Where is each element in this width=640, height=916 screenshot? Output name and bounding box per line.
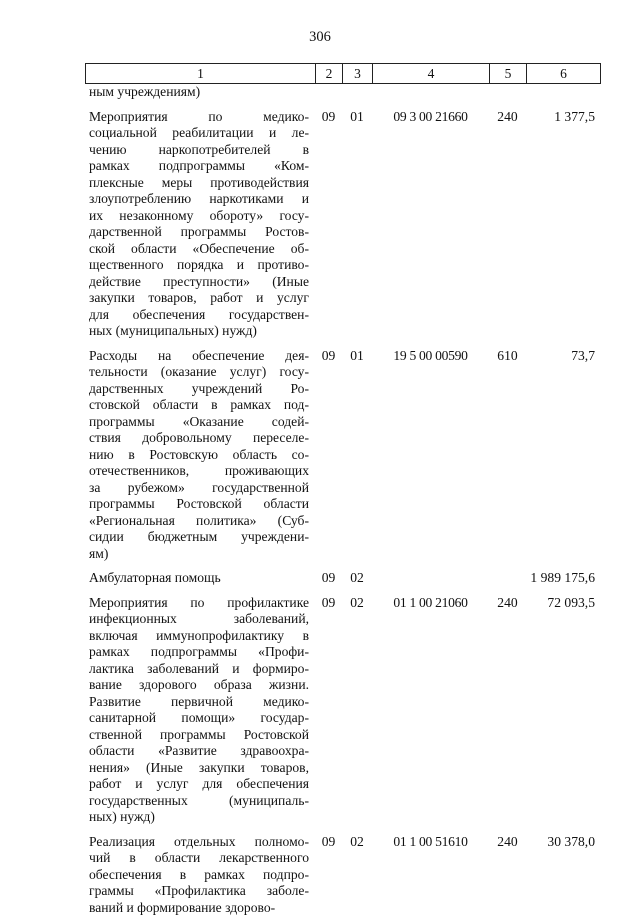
description-line: ных (муниципальных) нужд) (89, 323, 309, 340)
continuation-row (85, 84, 600, 101)
header-row (86, 64, 601, 84)
page-number: 306 (0, 29, 640, 45)
description-line: Мероприятия по профилактике (89, 595, 309, 612)
table-row (85, 340, 600, 563)
row-target-article: 01 1 00 51610 (372, 826, 489, 916)
row-subsection: 02 (342, 826, 372, 916)
description-line: включая иммунопрофилактику в (89, 628, 309, 645)
description-line: санитарной помощи» государ- (89, 710, 309, 727)
header-col-4: 4 (373, 64, 490, 84)
row-subsection: 01 (342, 340, 372, 563)
row-expense-type: 610 (489, 340, 526, 563)
description-line: сидии бюджетным учреждени- (89, 529, 309, 546)
row-amount: 72 093,5 (526, 587, 600, 826)
header-col-2: 2 (316, 64, 343, 84)
description-line: закупки товаров, работ и услуг (89, 290, 309, 307)
description-line: действие преступности» (Иные (89, 274, 309, 291)
description-line: «Региональная политика» (Суб- (89, 513, 309, 530)
description-line: щественного порядка и противо- (89, 257, 309, 274)
row-section: 09 (315, 101, 342, 340)
description-line: нения» (Иные закупки товаров, (89, 760, 309, 777)
description-line: ственной программы Ростовской (89, 727, 309, 744)
description-line: ствия добровольному переселе- (89, 430, 309, 447)
row-subsection: 02 (342, 587, 372, 826)
row-section: 09 (315, 562, 342, 587)
row-expense-type: 240 (489, 826, 526, 916)
header-col-3: 3 (343, 64, 373, 84)
description-line: Расходы на обеспечение дея- (89, 348, 309, 365)
header-col-5: 5 (490, 64, 527, 84)
row-amount: 1 989 175,6 (526, 562, 600, 587)
description-line: чению наркопотребителей в (89, 142, 309, 159)
column-number-header (85, 63, 601, 84)
row-target-article (372, 562, 489, 587)
continuation-text: ным учреждениям) (85, 84, 315, 101)
description-line: программы «Оказание содей- (89, 414, 309, 431)
description-line: стовской области в рамках под- (89, 397, 309, 414)
description-line: программы Ростовской области (89, 496, 309, 513)
row-target-article: 01 1 00 21060 (372, 587, 489, 826)
description-line: плексные меры противодействия (89, 175, 309, 192)
row-subsection: 01 (342, 101, 372, 340)
description-line: для обеспечения государствен- (89, 307, 309, 324)
row-expense-type: 240 (489, 101, 526, 340)
description-line: Реализация отдельных полномо- (89, 834, 309, 851)
description-line: отечественников, проживающих (89, 463, 309, 480)
description-line: области «Развитие здравоохра- (89, 743, 309, 760)
row-section: 09 (315, 587, 342, 826)
row-target-article: 19 5 00 00590 (372, 340, 489, 563)
row-description (85, 562, 315, 587)
description-line: работ и услуг для обеспечения (89, 776, 309, 793)
description-line: граммы «Профилактика заболе- (89, 883, 309, 900)
row-subsection: 02 (342, 562, 372, 587)
description-line: за рубежом» государственной (89, 480, 309, 497)
row-amount: 30 378,0 (526, 826, 600, 916)
row-target-article: 09 3 00 21660 (372, 101, 489, 340)
header-col-1: 1 (86, 64, 316, 84)
description-line: дарственных учреждений Ро- (89, 381, 309, 398)
header-col-6: 6 (527, 64, 601, 84)
description-line: их незаконному обороту» госу- (89, 208, 309, 225)
description-line: чий в области лекарственного (89, 850, 309, 867)
table-row (85, 587, 600, 826)
description-line: рамках подпрограммы «Профи- (89, 644, 309, 661)
table-row (85, 562, 600, 587)
table-row (85, 826, 600, 916)
description-line: ных) нужд) (89, 809, 309, 826)
row-amount: 73,7 (526, 340, 600, 563)
row-expense-type: 240 (489, 587, 526, 826)
table-row (85, 101, 600, 340)
row-description (85, 101, 315, 340)
description-line: Развитие первичной медико- (89, 694, 309, 711)
row-expense-type (489, 562, 526, 587)
row-description (85, 587, 315, 826)
description-line: рамках подпрограммы «Ком- (89, 158, 309, 175)
description-line: дарственной программы Ростов- (89, 224, 309, 241)
row-description (85, 340, 315, 563)
description-line: нию в Ростовскую область со- (89, 447, 309, 464)
description-line: злоупотреблению наркотиками и (89, 191, 309, 208)
row-section: 09 (315, 826, 342, 916)
description-line: ваний и формирование здорово- (89, 900, 309, 916)
description-line: тельности (оказание услуг) госу- (89, 364, 309, 381)
description-line: Мероприятия по медико- (89, 109, 309, 126)
row-description (85, 826, 315, 916)
row-amount: 1 377,5 (526, 101, 600, 340)
description-line: ям) (89, 546, 309, 563)
row-section: 09 (315, 340, 342, 563)
description-line: обеспечения в рамках подпро- (89, 867, 309, 884)
description-line: вание здорового образа жизни. (89, 677, 309, 694)
description-line: Амбулаторная помощь (89, 570, 309, 587)
description-line: инфекционных заболеваний, (89, 611, 309, 628)
description-line: социальной реабилитации и ле- (89, 125, 309, 142)
description-line: лактика заболеваний и формиро- (89, 661, 309, 678)
description-line: государственных (муниципаль- (89, 793, 309, 810)
budget-table (85, 84, 600, 916)
description-line: ской области «Обеспечение об- (89, 241, 309, 258)
